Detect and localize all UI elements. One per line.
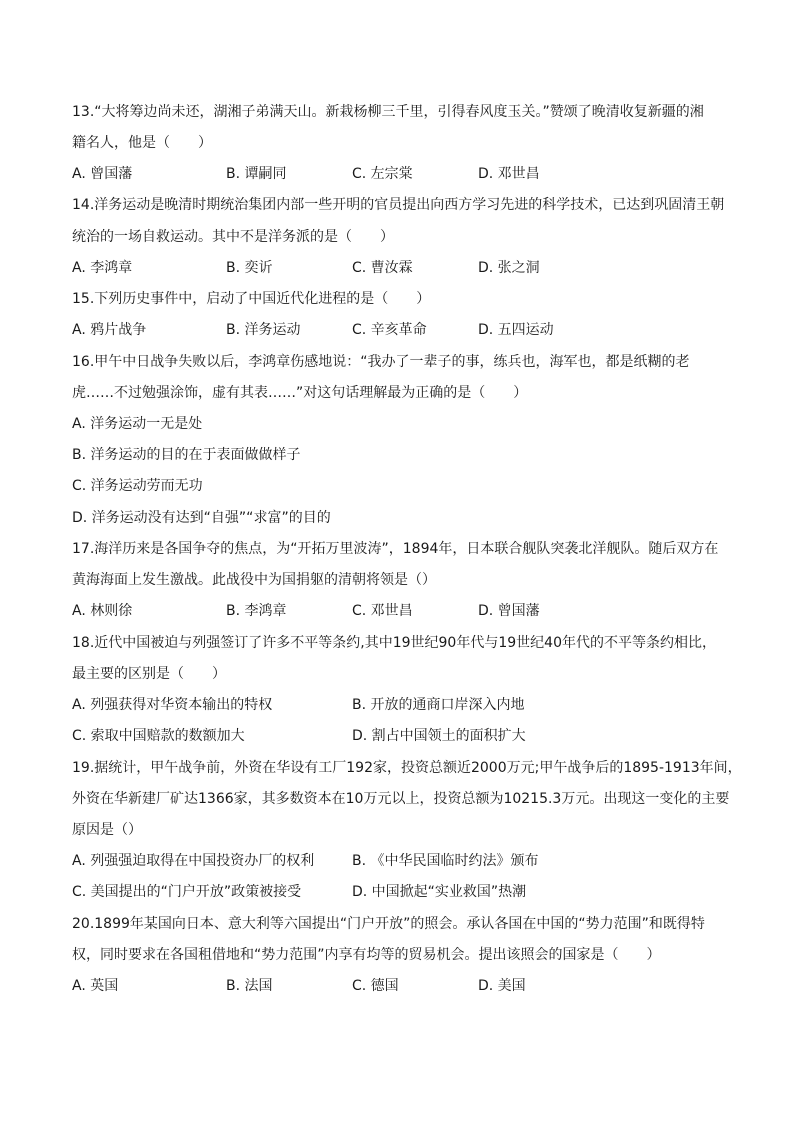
q18-option-a: A. 列强获得对华资本输出的特权	[72, 697, 273, 713]
q14-option-a: A. 李鸿章	[72, 260, 133, 276]
q19-option-b: B. 《中华民国临时约法》颁布	[352, 853, 539, 869]
q14-line-2: 统治的一场自救运动。其中不是洋务派的是（ ）	[72, 229, 394, 245]
q16-option-b: B. 洋务运动的目的在于表面做做样子	[72, 447, 301, 463]
q19-option-c: C. 美国提出的“门户开放”政策被接受	[72, 884, 302, 900]
q14-option-b: B. 奕䜣	[226, 260, 273, 276]
q15-line-1: 15.下列历史事件中，启动了中国近代化进程的是（ ）	[72, 291, 431, 307]
q19-line-3: 原因是（）	[72, 822, 142, 838]
q17-option-c: C. 邓世昌	[352, 603, 413, 619]
q18-option-d: D. 割占中国领土的面积扩大	[352, 728, 526, 744]
q15-option-d: D. 五四运动	[478, 322, 554, 338]
q15-option-c: C. 辛亥革命	[352, 322, 427, 338]
q13-option-b: B. 谭嗣同	[226, 166, 287, 182]
q20-line-1: 20.1899年某国向日本、意大利等六国提出“门户开放”的照会。承认各国在中国的“势力范围”和既得特	[72, 916, 705, 932]
q20-option-b: B. 法国	[226, 978, 273, 994]
q17-option-b: B. 李鸿章	[226, 603, 287, 619]
q18-line-2: 最主要的区别是（ ）	[72, 666, 226, 682]
q18-option-b: B. 开放的通商口岸深入内地	[352, 697, 525, 713]
q15-option-a: A. 鸦片战争	[72, 322, 147, 338]
q17-line-2: 黄海海面上发生激战。此战役中为国捐躯的清朝将领是（）	[72, 572, 436, 588]
q19-line-1: 19.据统计，甲午战争前，外资在华设有工厂192家，投资总额近2000万元;甲午战争后的1895-1913年间，	[72, 760, 742, 776]
q20-option-c: C. 德国	[352, 978, 399, 994]
q19-option-a: A. 列强强迫取得在中国投资办厂的权利	[72, 853, 315, 869]
q18-option-c: C. 索取中国赔款的数额加大	[72, 728, 245, 744]
q17-option-a: A. 林则徐	[72, 603, 133, 619]
q14-option-d: D. 张之洞	[478, 260, 540, 276]
q15-option-b: B. 洋务运动	[226, 322, 301, 338]
q13-option-a: A. 曾国藩	[72, 166, 133, 182]
q16-option-c: C. 洋务运动劳而无功	[72, 478, 203, 494]
q20-line-2: 权，同时要求在各国租借地和“势力范围”内享有均等的贸易机会。提出该照会的国家是（ ）	[72, 947, 661, 963]
q16-line-1: 16.甲午中日战争失败以后，李鸿章伤感地说：“我办了一辈子的事，练兵也，海军也，都是纸糊的老	[72, 354, 690, 370]
q20-option-d: D. 美国	[478, 978, 526, 994]
q13-option-c: C. 左宗棠	[352, 166, 413, 182]
q13-line-1: 13.“大将筹边尚未还，湖湘子弟满天山。新栽杨柳三千里，引得春风度玉关。”赞颂了晚清收复新疆的湘	[72, 104, 704, 120]
q19-line-2: 外资在华新建厂矿达1366家，其多数资本在10万元以上，投资总额为10215.3万元。出现这一变化的主要	[72, 791, 730, 807]
q13-option-d: D. 邓世昌	[478, 166, 540, 182]
q14-line-1: 14.洋务运动是晚清时期统治集团内部一些开明的官员提出向西方学习先进的科学技术，已达到巩固清王朝	[72, 197, 725, 213]
q19-option-d: D. 中国掀起“实业救国”热潮	[352, 884, 527, 900]
q16-option-d: D. 洋务运动没有达到“自强”“求富”的目的	[72, 510, 331, 526]
q14-option-c: C. 曹汝霖	[352, 260, 413, 276]
q16-line-2: 虎……不过勉强涂饰，虚有其表……”对这句话理解最为正确的是（ ）	[72, 385, 528, 401]
q17-line-1: 17.海洋历来是各国争夺的焦点，为“开拓万里波涛”，1894年，日本联合舰队突袭北洋舰队。随后双方在	[72, 541, 719, 557]
q20-option-a: A. 英国	[72, 978, 119, 994]
q18-line-1: 18.近代中国被迫与列强签订了许多不平等条约,其中19世纪90年代与19世纪40年代的不平等条约相比，	[72, 635, 716, 651]
q17-option-d: D. 曾国藩	[478, 603, 540, 619]
q16-option-a: A. 洋务运动一无是处	[72, 416, 203, 432]
q13-line-2: 籍名人，他是（ ）	[72, 135, 212, 151]
